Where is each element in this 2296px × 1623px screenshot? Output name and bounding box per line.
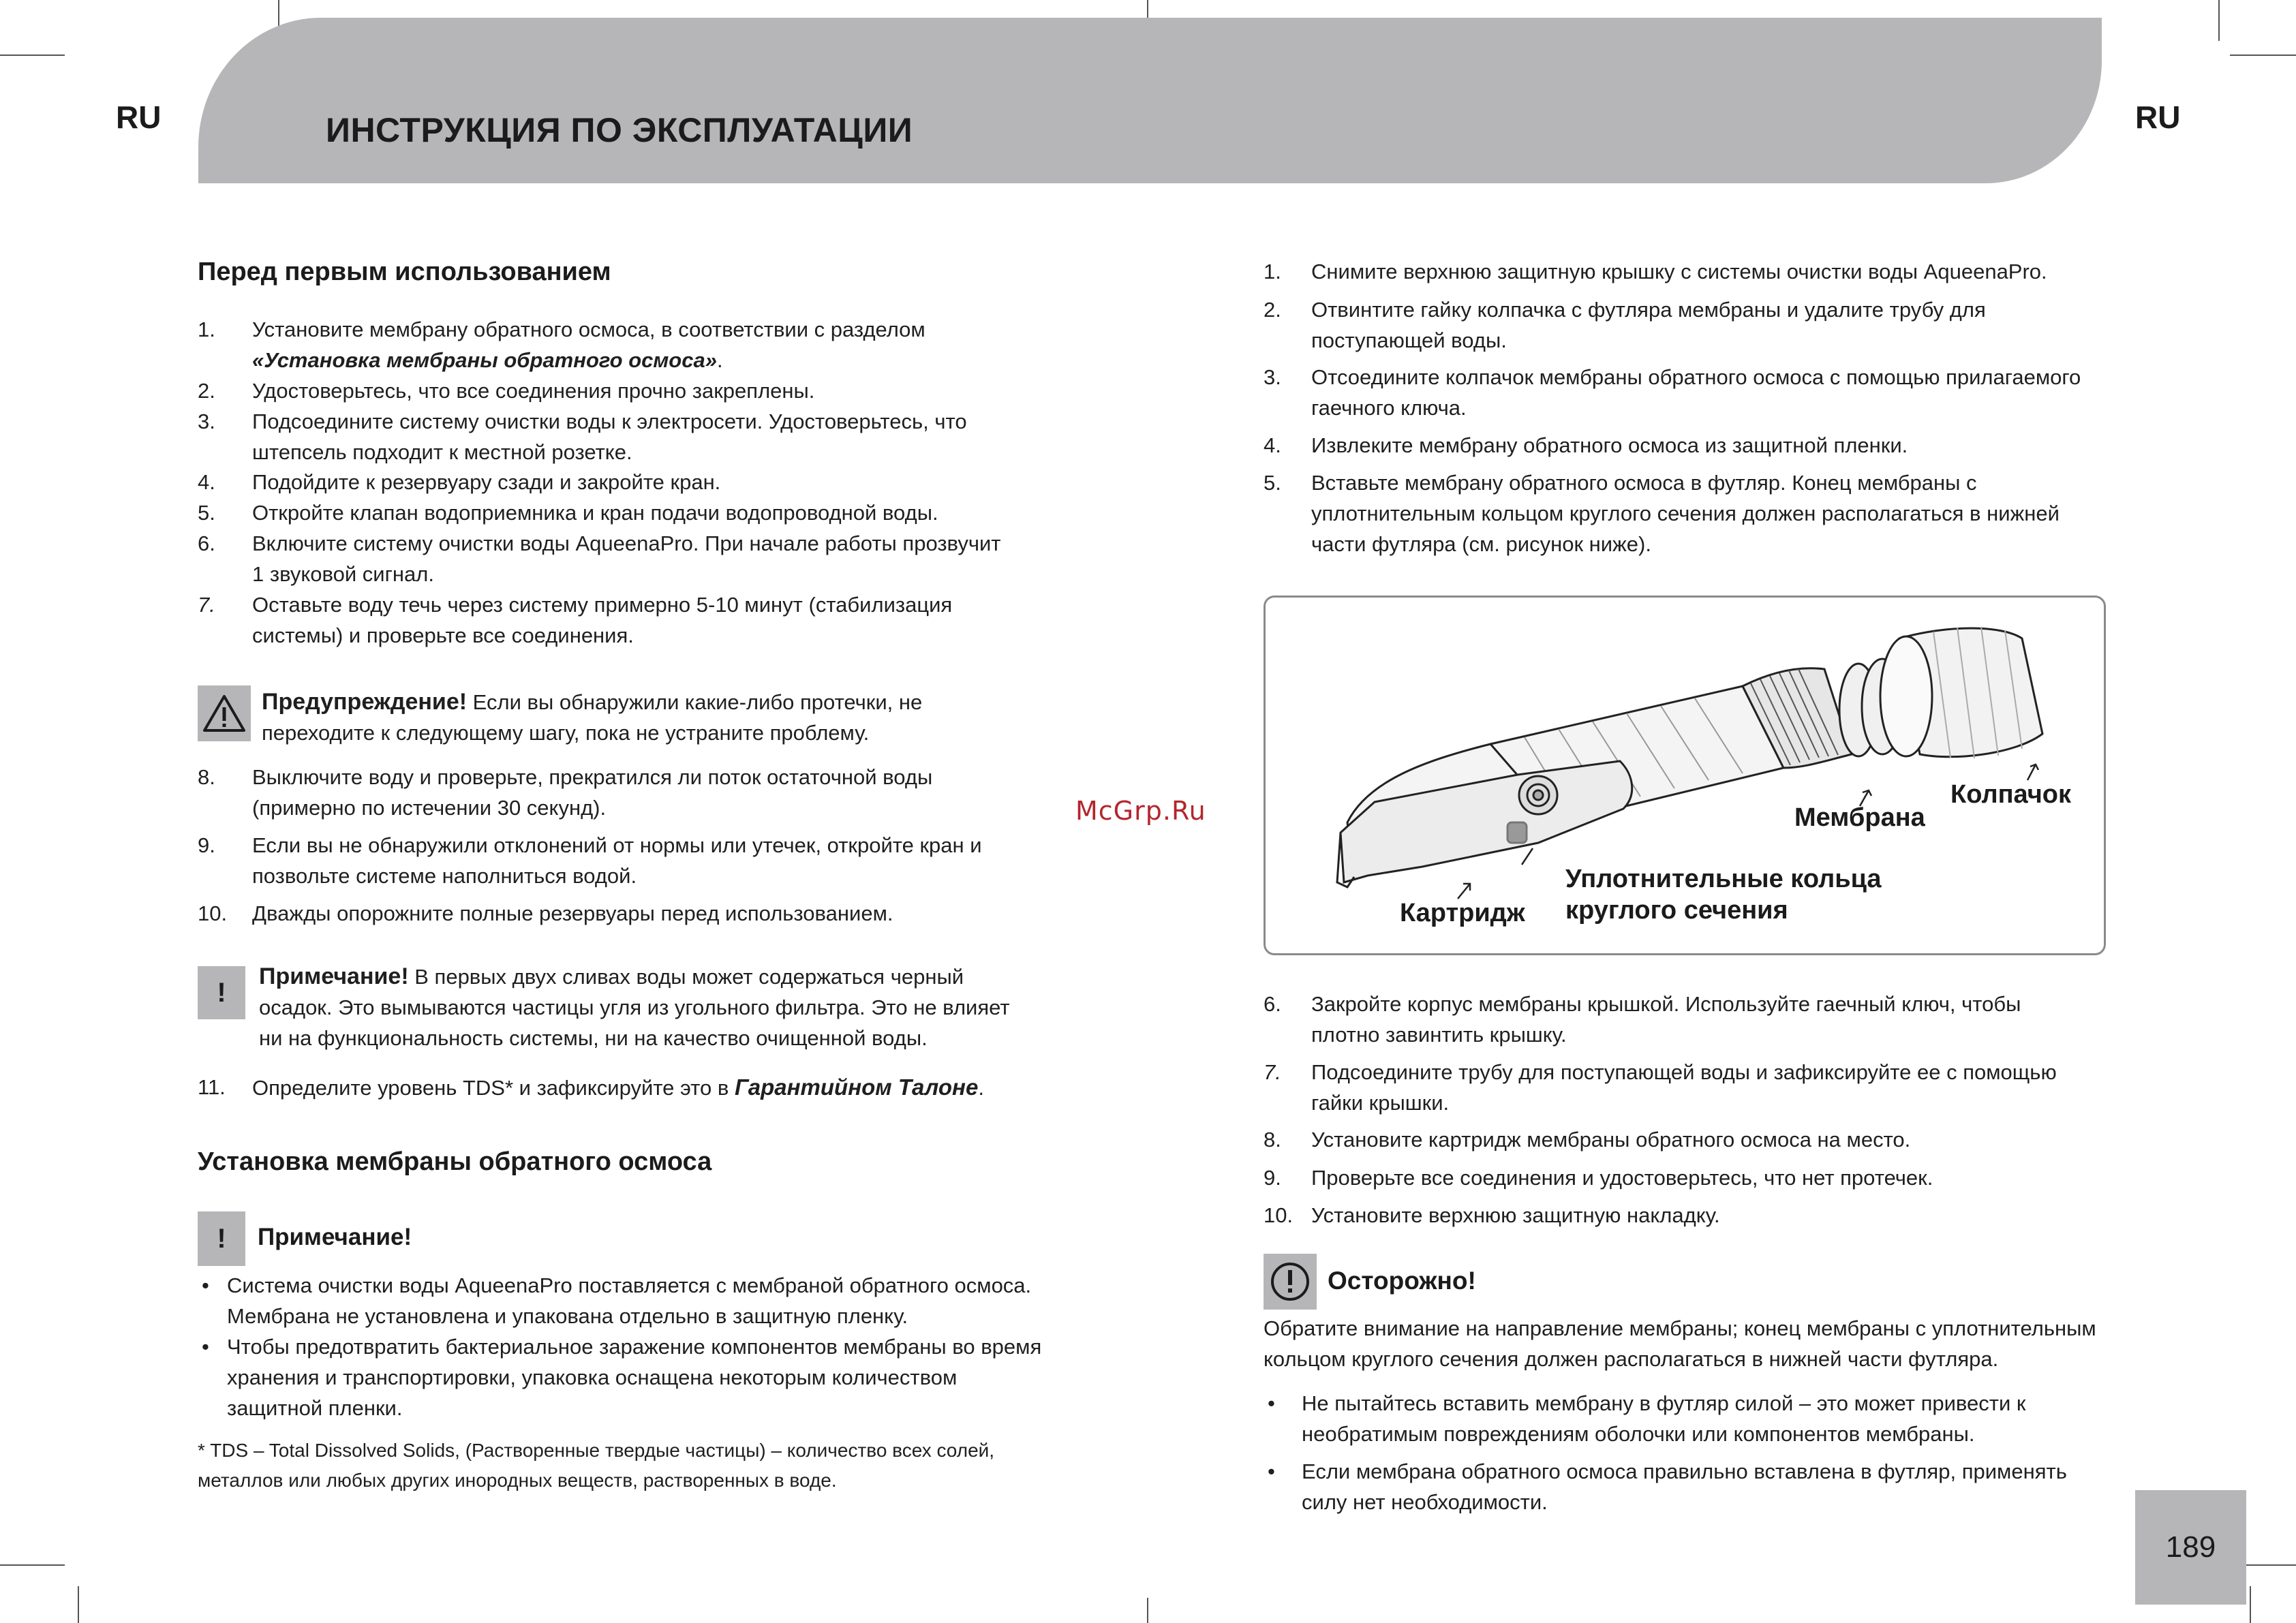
note-text-line: ни на функциональность системы, ни на качество очищенной воды. xyxy=(259,1026,928,1050)
item-text: Подсоедините систему очистки воды к электросети. Удостоверьтесь, что xyxy=(252,409,967,433)
item-text-tail: . xyxy=(978,1076,984,1100)
item-text: Снимите верхнюю защитную крышку с системы очистки воды AqueenaPro. xyxy=(1311,260,2047,283)
item-text: Установите верхнюю защитную накладку. xyxy=(1311,1203,1720,1227)
item-number: 11. xyxy=(198,1075,226,1099)
label-o-rings xyxy=(1565,863,1882,926)
header-band xyxy=(198,18,2102,183)
item-text: Выключите воду и проверьте, прекратился ли поток остаточной воды xyxy=(252,765,933,789)
item-number: 8. xyxy=(198,765,215,789)
item-text: Удостоверьтесь, что все соединения прочно закреплены. xyxy=(252,379,815,403)
item-number: 1. xyxy=(198,318,215,341)
note-text-line: осадок. Это вымываются частицы угля из угольного фильтра. Это не влияет xyxy=(259,995,1010,1019)
item-number: 5. xyxy=(198,501,215,525)
warning-label: Предупреждение! xyxy=(262,689,468,715)
item-text: Если вы не обнаружили отклонений от нормы или утечек, откройте кран и xyxy=(252,833,982,857)
item-number: 6. xyxy=(1264,992,1281,1016)
item-text: Отсоедините колпачок мембраны обратного осмоса с помощью прилагаемого xyxy=(1311,365,2081,389)
bullet-text: силу нет необходимости. xyxy=(1302,1490,1548,1514)
bullet-text: необратимым повреждениям оболочки или компонентов мембраны. xyxy=(1302,1422,1975,1446)
bullet-text: защитной пленки. xyxy=(227,1396,403,1420)
item-text: Отвинтите гайку колпачка с футляра мембраны и удалите трубу для xyxy=(1311,298,1986,322)
bullet-dot: • xyxy=(1268,1391,1275,1415)
item-number: 10. xyxy=(1264,1203,1294,1227)
caution-text-line: Обратите внимание на направление мембраны; конец мембраны с уплотнительным xyxy=(1264,1316,2096,1340)
page-number: 189 xyxy=(2135,1490,2246,1605)
item-text: плотно завинтить крышку. xyxy=(1311,1023,1567,1047)
item-text: Закройте корпус мембраны крышкой. Используйте гаечный ключ, чтобы xyxy=(1311,992,2021,1016)
item-text: 1 звуковой сигнал. xyxy=(252,562,434,586)
item-number: 7. xyxy=(1264,1060,1281,1084)
item-text-tail: . xyxy=(716,348,723,372)
section-title-membrane-installation: Установка мембраны обратного осмоса xyxy=(198,1147,712,1176)
caution-circle-icon xyxy=(1270,1261,1311,1302)
bullet-text: Если мембрана обратного осмоса правильно вставлена в футляр, применять xyxy=(1302,1459,2067,1483)
item-number: 4. xyxy=(198,470,215,494)
label-cartridge: Картридж xyxy=(1400,899,1525,927)
item-text: Определите уровень TDS* и зафиксируйте это в xyxy=(252,1076,735,1100)
item-text: уплотнительным кольцом круглого сечения должен располагаться в нижней xyxy=(1311,501,2060,525)
bullet-text: Чтобы предотвратить бактериальное заражение компонентов мембраны во время xyxy=(227,1335,1042,1359)
footnote-line: * TDS – Total Dissolved Solids, (Растворенные твердые частицы) – количество всех солей, xyxy=(198,1440,995,1461)
item-number: 3. xyxy=(1264,365,1281,389)
page-title: ИНСТРУКЦИЯ ПО ЭКСПЛУАТАЦИИ xyxy=(326,111,913,149)
label-o-rings-line: круглого сечения xyxy=(1565,896,1788,925)
warning-triangle-icon xyxy=(202,694,246,733)
item-number: 9. xyxy=(198,833,215,857)
item-number: 2. xyxy=(198,379,215,403)
label-membrane: Мембрана xyxy=(1794,803,1925,832)
bullet-dot: • xyxy=(202,1273,209,1297)
item-number: 5. xyxy=(1264,471,1281,495)
caution-box xyxy=(1264,1254,1317,1310)
item-text: Проверьте все соединения и удостоверьтесь, что нет протечек. xyxy=(1311,1166,1933,1190)
caution-text-line: кольцом круглого сечения должен располагаться в нижней части футляра. xyxy=(1264,1347,1999,1371)
item-bold-reference: «Установка мембраны обратного осмоса» xyxy=(252,348,717,372)
warning-text-line: Если вы обнаружили какие-либо протечки, не xyxy=(467,690,923,714)
item-text: Подойдите к резервуару сзади и закройте кран. xyxy=(252,470,721,494)
item-text: гайки крышки. xyxy=(1311,1091,1450,1115)
item-text: гаечного ключа. xyxy=(1311,396,1467,420)
item-number: 6. xyxy=(198,531,215,555)
item-text: Извлеките мембрану обратного осмоса из защитной пленки. xyxy=(1311,433,1908,457)
bullet-dot: • xyxy=(1268,1459,1275,1483)
caution-label: Осторожно! xyxy=(1328,1267,1476,1295)
warning-text-line: переходите к следующему шагу, пока не устраните проблему. xyxy=(262,721,870,745)
item-number: 2. xyxy=(1264,298,1281,322)
label-cap: Колпачок xyxy=(1950,780,2072,809)
item-text: поступающей воды. xyxy=(1311,328,1507,352)
item-number: 4. xyxy=(1264,433,1281,457)
footnote xyxy=(198,1436,994,1496)
item-number: 10. xyxy=(198,901,228,925)
exclamation-icon: ! xyxy=(217,977,226,1008)
item-text: системы) и проверьте все соединения. xyxy=(252,623,634,647)
item-number: 3. xyxy=(198,409,215,433)
label-o-rings-line: Уплотнительные кольца xyxy=(1565,865,1882,893)
item-text: Подсоедините трубу для поступающей воды и зафиксируйте ее с помощью xyxy=(1311,1060,2057,1084)
note-label: Примечание! xyxy=(258,1224,412,1250)
item-text: позвольте системе наполниться водой. xyxy=(252,864,637,888)
note-label: Примечание! xyxy=(259,963,409,989)
item-text: Дважды опорожните полные резервуары перед использованием. xyxy=(252,901,893,925)
bullet-dot: • xyxy=(202,1335,209,1359)
footnote-line: металлов или любых других инородных веществ, растворенных в воде. xyxy=(198,1470,837,1491)
item-text: Оставьте воду течь через систему примерно 5-10 минут (стабилизация xyxy=(252,593,953,617)
item-number: 7. xyxy=(198,593,215,617)
item-text: Вставьте мембрану обратного осмоса в футляр. Конец мембраны с xyxy=(1311,471,1977,495)
language-label-right: RU xyxy=(2135,99,2181,135)
bullet-text: Система очистки воды AqueenaPro поставляется с мембраной обратного осмоса. xyxy=(227,1273,1032,1297)
bullet-text: Мембрана не установлена и упакована отдельно в защитную пленку. xyxy=(227,1304,908,1328)
note-icon-box xyxy=(198,1211,245,1266)
membrane-figure xyxy=(1264,596,2106,955)
note-text-line: В первых двух сливах воды может содержаться черный xyxy=(408,965,964,989)
watermark: McGrp.Ru xyxy=(1075,796,1206,826)
warranty-card-reference: Гарантийном Талоне xyxy=(734,1075,979,1100)
item-text: Включите систему очистки воды AqueenaPro. При начале работы прозвучит xyxy=(252,531,1001,555)
item-text: части футляра (см. рисунок ниже). xyxy=(1311,532,1651,556)
note-icon-box xyxy=(198,966,245,1019)
section-title-before-first-use: Перед первым использованием xyxy=(198,258,611,286)
bullet-text: Не пытайтесь вставить мембрану в футляр силой – это может привести к xyxy=(1302,1391,2026,1415)
language-label-left: RU xyxy=(116,99,162,135)
item-text: (примерно по истечении 30 секунд). xyxy=(252,796,607,820)
item-number: 9. xyxy=(1264,1166,1281,1190)
item-text: Установите мембрану обратного осмоса, в соответствии с разделом xyxy=(252,318,925,341)
bullet-text: хранения и транспортировки, упаковка оснащена некоторым количеством xyxy=(227,1365,958,1389)
item-text: Установите картридж мембраны обратного осмоса на место. xyxy=(1311,1128,1911,1151)
item-number: 8. xyxy=(1264,1128,1281,1151)
exclamation-icon: ! xyxy=(217,1223,226,1254)
note-text xyxy=(259,961,1056,1053)
item-text: Откройте клапан водоприемника и кран подачи водопроводной воды. xyxy=(252,501,938,525)
warning-text xyxy=(262,687,1059,748)
warning-box xyxy=(198,685,251,741)
item-number: 1. xyxy=(1264,260,1281,283)
caution-text xyxy=(1264,1313,2115,1374)
item-text: штепсель подходит к местной розетке. xyxy=(252,440,632,464)
